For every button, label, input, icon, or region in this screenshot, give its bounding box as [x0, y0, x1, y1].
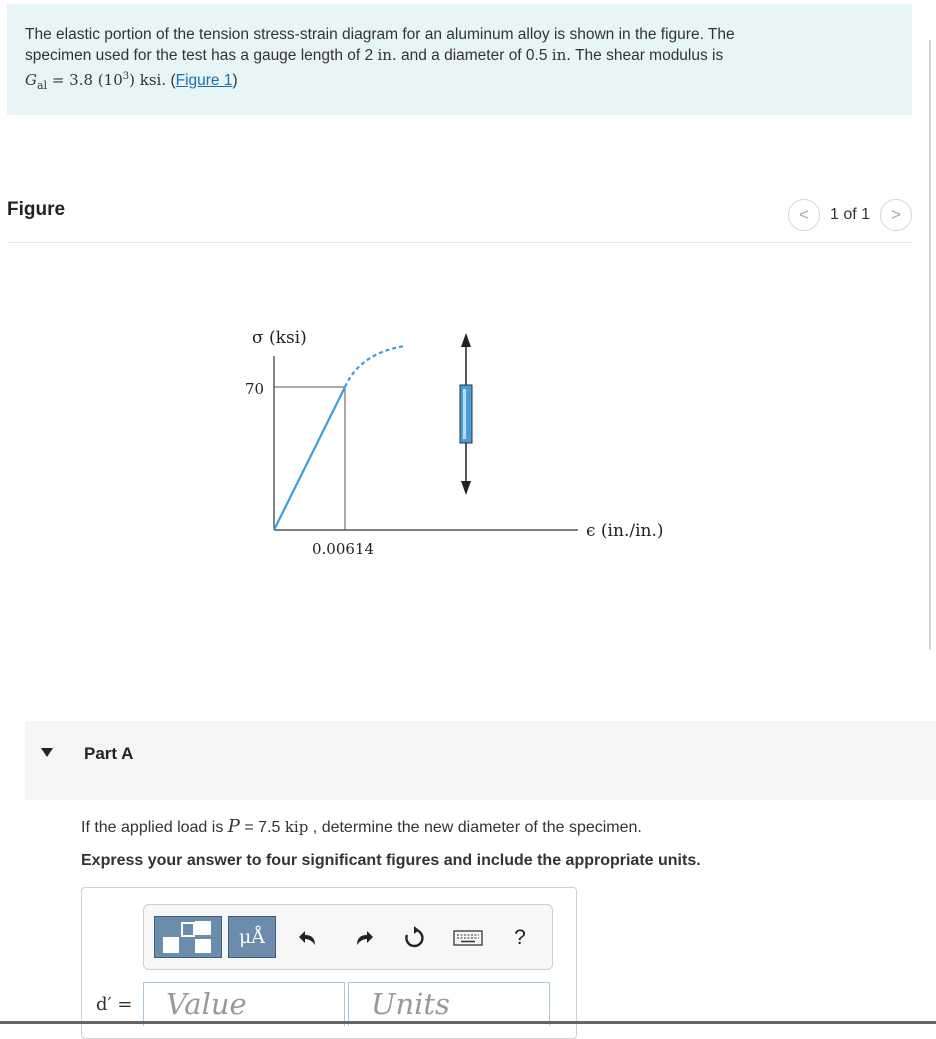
help-icon[interactable]: ? [514, 926, 526, 949]
figure-1-link[interactable]: Figure 1 [175, 72, 233, 89]
part-a-question [81, 816, 642, 837]
next-figure-button[interactable] [880, 199, 912, 231]
specimen-icon [460, 333, 472, 495]
reset-icon[interactable] [400, 924, 428, 952]
templates-icon [155, 917, 221, 957]
stress-strain-diagram [0, 243, 936, 721]
problem-line-1: The elastic portion of the tension stress-strain diagram for an aluminum alloy is shown in the figure. The [25, 26, 735, 43]
question-text-b: , determine the new diameter of the specimen. [312, 819, 642, 836]
gauge-length-unit: in. [377, 46, 397, 64]
units-button[interactable]: μÅ [228, 916, 276, 958]
value-input[interactable]: Value [143, 982, 345, 1026]
answer-instruction: Express your answer to four significant figures and include the appropriate units. [81, 852, 701, 869]
part-a-header[interactable] [25, 721, 936, 800]
problem-line-2a: specimen used for the test has a gauge length of 2 [25, 47, 374, 64]
answer-variable-label: d′ = [96, 994, 133, 1015]
figure-page-count: 1 of 1 [829, 206, 870, 223]
question-equals: = 7.5 [244, 819, 281, 836]
plastic-curve [345, 346, 405, 387]
problem-statement [25, 24, 895, 96]
chevron-left-icon: < [799, 205, 809, 224]
figure-pager [788, 199, 912, 231]
undo-icon[interactable] [294, 924, 322, 952]
keyboard-icon[interactable] [452, 924, 484, 952]
units-input[interactable]: Units [348, 982, 550, 1026]
shear-modulus-unit: ksi. [139, 71, 167, 89]
figure-link-close: ) [232, 72, 238, 89]
question-unit: kip [284, 818, 309, 836]
problem-statement-box [7, 4, 912, 115]
diameter-unit: in. [551, 46, 572, 64]
shear-modulus-exponent: 3 [122, 71, 130, 82]
y-axis-label: σ (ksi) [252, 328, 307, 348]
shear-modulus-symbol: G [25, 71, 37, 89]
x-tick-label: 0.00614 [312, 540, 375, 558]
question-variable: P [227, 816, 240, 837]
answer-toolbar [143, 904, 553, 970]
part-a-title: Part A [84, 744, 134, 763]
shear-modulus-close: ) [129, 71, 135, 89]
templates-button[interactable] [154, 916, 222, 958]
collapse-arrow-icon[interactable] [41, 748, 53, 757]
question-text-a: If the applied load is [81, 819, 224, 836]
prev-figure-button[interactable] [788, 199, 820, 231]
elastic-line [274, 387, 345, 530]
shear-modulus-subscript: al [36, 79, 48, 92]
shear-modulus-expression [25, 71, 167, 92]
problem-line-2b: and a diameter of 0.5 [400, 47, 548, 64]
x-axis-label: ϵ (in./in.) [586, 521, 664, 541]
redo-icon[interactable] [350, 924, 378, 952]
shear-modulus-value: = 3.8 (10 [51, 71, 123, 89]
y-tick-label: 70 [245, 380, 265, 398]
problem-line-2c: The shear modulus is [575, 47, 724, 64]
chevron-right-icon: > [891, 205, 901, 224]
figure-link-open: ( [170, 72, 176, 89]
figure-title: Figure [7, 199, 66, 220]
